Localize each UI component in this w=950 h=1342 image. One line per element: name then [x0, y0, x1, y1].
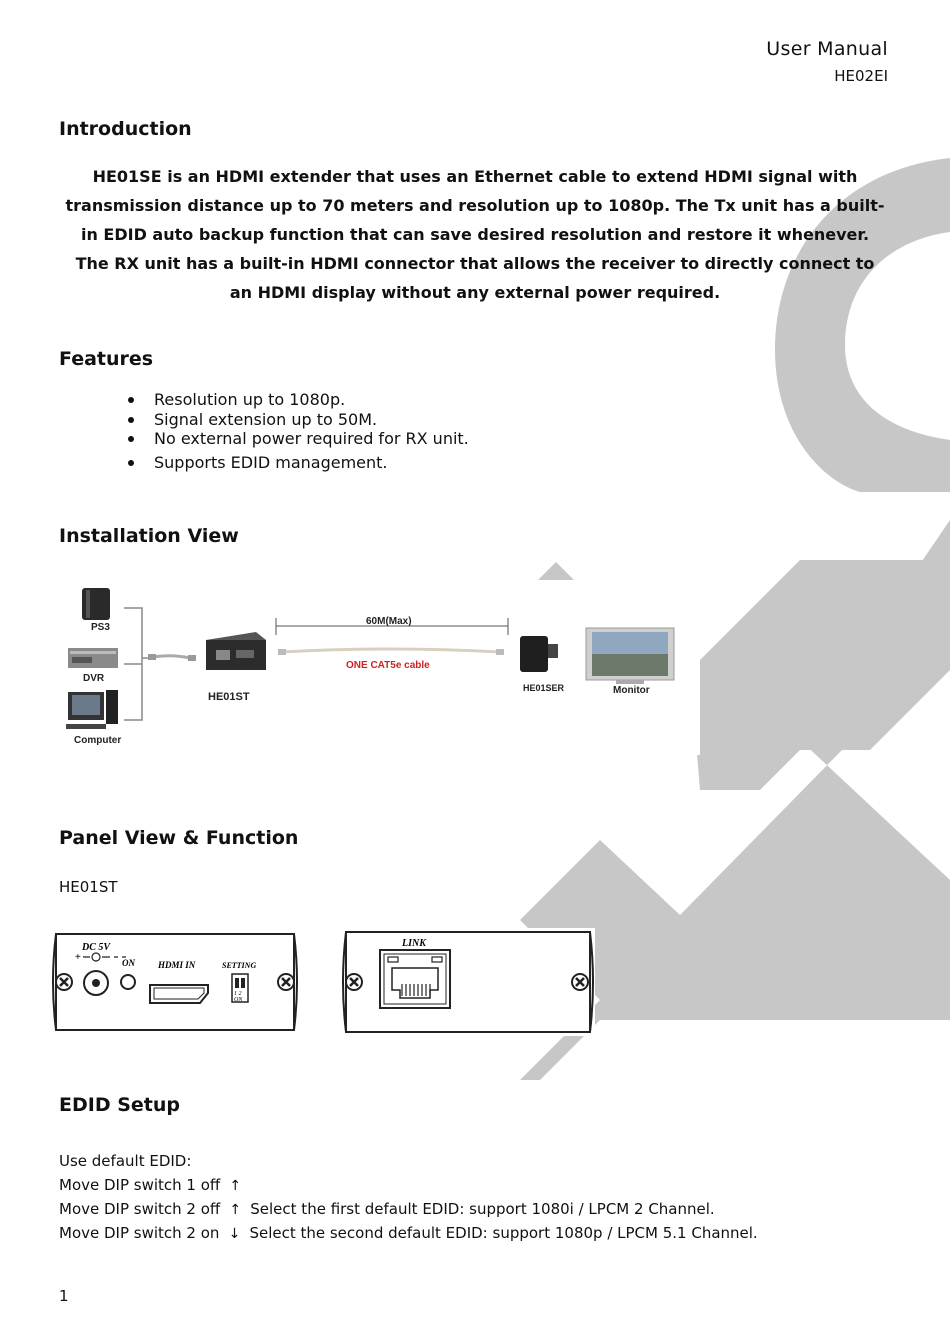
- screw-icon: [278, 974, 294, 990]
- rx-label: HE01SER: [523, 683, 565, 693]
- features-list: [120, 390, 469, 472]
- arrow-up-icon: ↑: [229, 1178, 242, 1194]
- list-item: No external power required for RX unit.: [120, 429, 469, 449]
- bullet-icon: [128, 417, 134, 423]
- bullet-icon: [128, 397, 134, 403]
- hdmi-in-label: HDMI IN: [158, 960, 196, 970]
- arrow-down-icon: ↓: [228, 1226, 241, 1242]
- on-label: ON: [122, 958, 135, 968]
- installation-heading: Installation View: [59, 525, 239, 547]
- panel-heading: Panel View & Function: [59, 827, 299, 849]
- computer-label: Computer: [74, 735, 122, 746]
- intro-heading: Introduction: [59, 118, 192, 140]
- monitor-icon: [586, 628, 674, 684]
- edid-heading: EDID Setup: [59, 1094, 180, 1116]
- monitor-label: Monitor: [613, 685, 650, 696]
- dvr-label: DVR: [83, 673, 105, 684]
- svg-text:+: +: [75, 952, 81, 963]
- edid-row: Move DIP switch 1 off ↑: [59, 1176, 250, 1194]
- panel-unit-label: HE01ST: [59, 878, 118, 896]
- switch-on-label: ON: [234, 997, 243, 1003]
- list-item: Supports EDID management.: [120, 453, 469, 473]
- switch-numbers: 1 2: [234, 991, 242, 997]
- front-panel-diagram: [50, 930, 300, 1035]
- ps3-icon: [82, 588, 110, 620]
- cable-label: ONE CAT5e cable: [346, 660, 430, 671]
- arrow-up-icon: ↑: [229, 1202, 242, 1218]
- bullet-icon: [128, 436, 134, 442]
- edid-row: Move DIP switch 2 on ↓ Select the second default EDID: support 1080p / LPCM 5.1 Channel.: [59, 1224, 758, 1242]
- tx-label: HE01ST: [208, 691, 250, 703]
- screw-icon: [56, 974, 72, 990]
- dc-label: DC 5V: [82, 942, 111, 953]
- installation-diagram: [60, 580, 700, 755]
- setting-label: SETTING: [222, 961, 257, 970]
- page-number: 1: [59, 1287, 69, 1305]
- list-item: Resolution up to 1080p.: [120, 390, 469, 410]
- distance-label: 60M(Max): [366, 616, 412, 627]
- screw-icon: [346, 974, 362, 990]
- model-number: HE02EI: [834, 67, 888, 85]
- edid-intro: Use default EDID:: [59, 1152, 192, 1170]
- list-item: Signal extension up to 50M.: [120, 410, 469, 430]
- screw-icon: [572, 974, 588, 990]
- edid-row: Move DIP switch 2 off ↑ Select the first default EDID: support 1080i / LPCM 2 Channel.: [59, 1200, 715, 1218]
- intro-body: HE01SE is an HDMI extender that uses an Ethernet cable to extend HDMI signal with transmission distance up to 70 meters and resolution up to 1080p. The Tx unit has a built-in EDID auto backup function that can save desired resolution and restore it whenever. The RX unit has a built-in HDMI connector that allows the receiver to directly connect to an HDMI display without any external power required.: [65, 167, 885, 302]
- bullet-icon: [128, 460, 134, 466]
- dvr-icon: [68, 648, 118, 668]
- doc-title: User Manual: [766, 38, 888, 60]
- link-label: LINK: [402, 938, 426, 949]
- rear-panel-diagram: [340, 928, 595, 1036]
- features-heading: Features: [59, 348, 154, 370]
- ps3-label: PS3: [91, 622, 110, 633]
